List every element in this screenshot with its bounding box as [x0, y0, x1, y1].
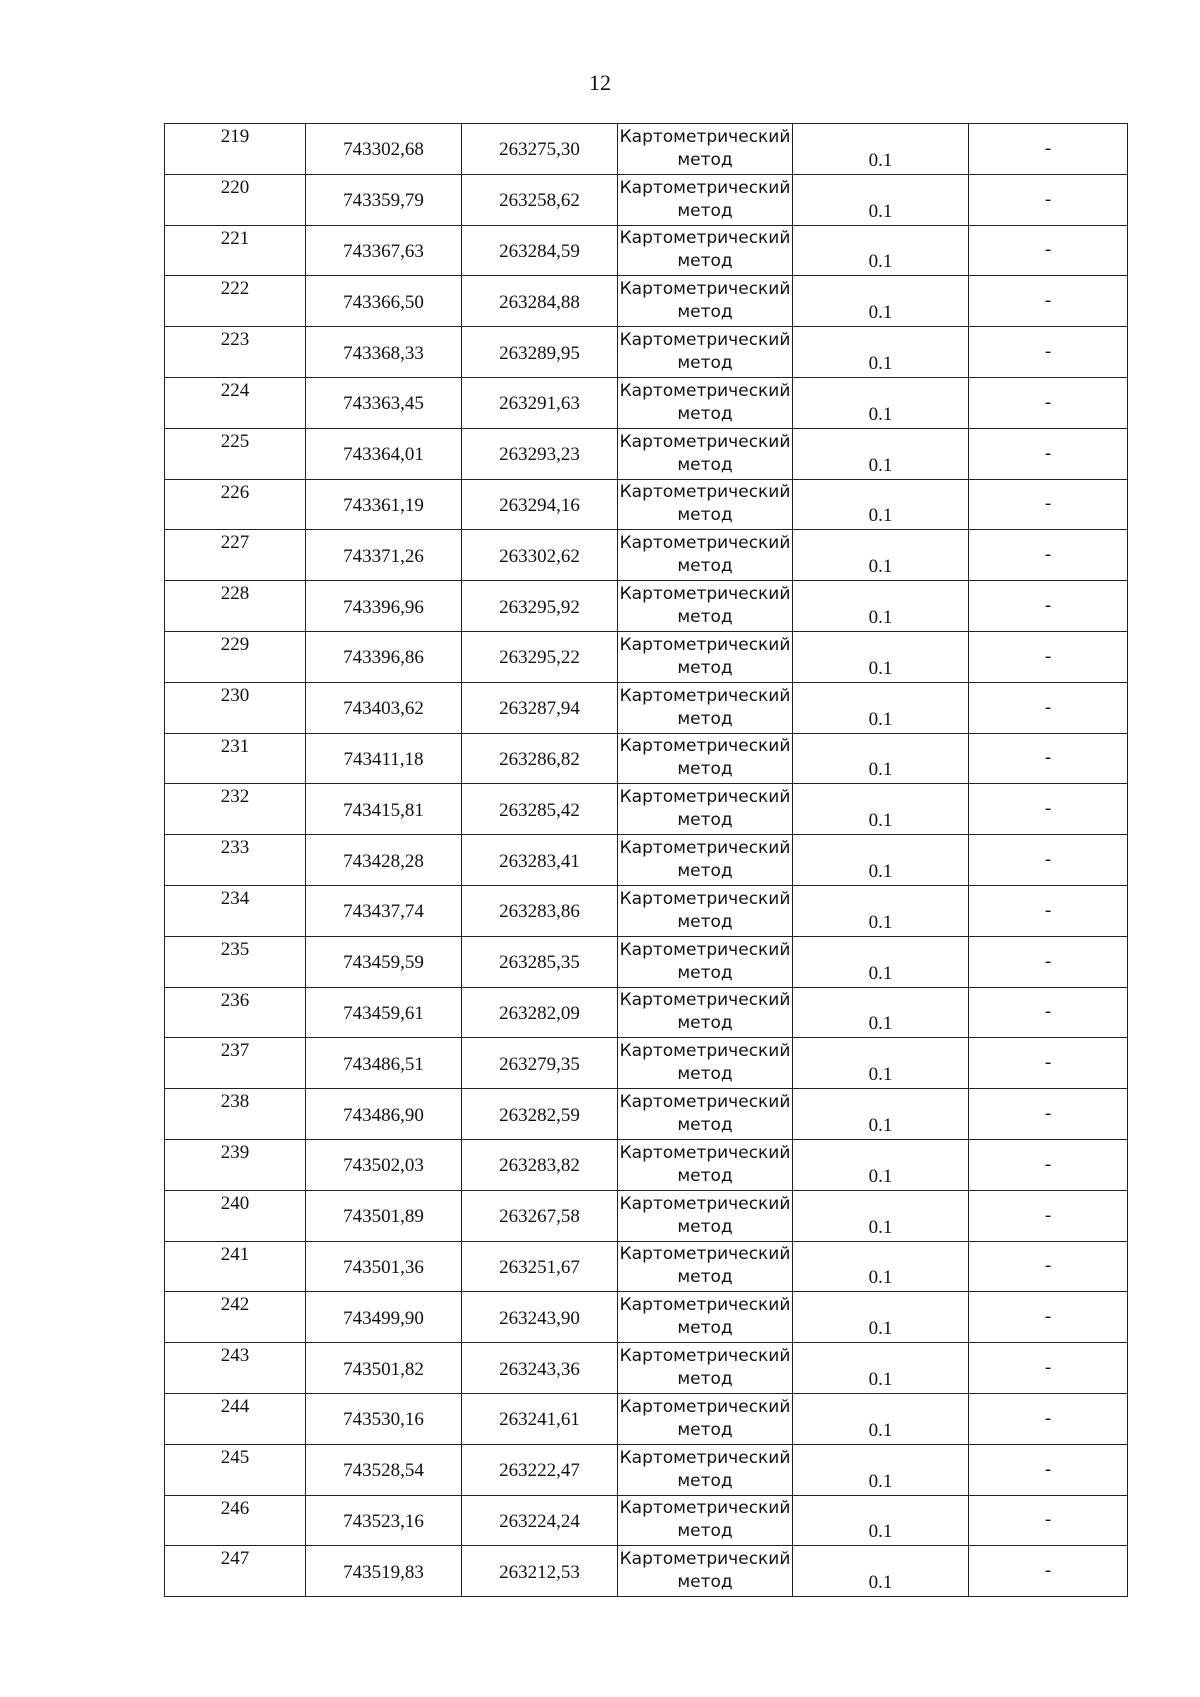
- method-line-1: Картометрический: [619, 939, 791, 960]
- y-coordinate-cell: 263212,53: [462, 1546, 618, 1597]
- note-cell: -: [969, 1546, 1128, 1597]
- accuracy-cell: 0.1: [793, 479, 969, 530]
- accuracy-cell: 0.1: [793, 124, 969, 175]
- x-coordinate-cell: 743302,68: [306, 124, 462, 175]
- table-row: [165, 1038, 1128, 1089]
- method-cell: [618, 1495, 793, 1546]
- method-cell: [618, 682, 793, 733]
- x-coordinate-cell: 743415,81: [306, 784, 462, 835]
- y-coordinate-cell: 263243,36: [462, 1343, 618, 1394]
- method-line-1: Картометрический: [619, 380, 791, 401]
- y-coordinate-cell: 263285,42: [462, 784, 618, 835]
- point-number-cell: 247: [165, 1546, 306, 1597]
- table-row: [165, 276, 1128, 327]
- method-cell: [618, 885, 793, 936]
- accuracy-cell: 0.1: [793, 530, 969, 581]
- page-number: 12: [589, 70, 611, 95]
- accuracy-cell: 0.1: [793, 733, 969, 784]
- y-coordinate-cell: 263302,62: [462, 530, 618, 581]
- method-line-1: Картометрический: [619, 1549, 791, 1570]
- method-line-1: Картометрический: [619, 228, 791, 249]
- y-coordinate-cell: 263285,35: [462, 936, 618, 987]
- note-cell: -: [969, 835, 1128, 886]
- y-coordinate-cell: 263243,90: [462, 1292, 618, 1343]
- accuracy-cell: 0.1: [793, 1444, 969, 1495]
- note-cell: -: [969, 124, 1128, 175]
- method-cell: [618, 276, 793, 327]
- table-row: [165, 885, 1128, 936]
- table-row: [165, 1190, 1128, 1241]
- accuracy-cell: 0.1: [793, 1190, 969, 1241]
- x-coordinate-cell: 743501,89: [306, 1190, 462, 1241]
- y-coordinate-cell: 263224,24: [462, 1495, 618, 1546]
- method-line-2: метод: [677, 505, 733, 526]
- x-coordinate-cell: 743396,96: [306, 581, 462, 632]
- x-coordinate-cell: 743367,63: [306, 225, 462, 276]
- note-cell: -: [969, 1292, 1128, 1343]
- method-cell: [618, 1038, 793, 1089]
- note-cell: -: [969, 1393, 1128, 1444]
- note-cell: -: [969, 885, 1128, 936]
- method-line-2: метод: [677, 1369, 733, 1390]
- point-number-cell: 227: [165, 530, 306, 581]
- method-line-2: метод: [677, 200, 733, 221]
- point-number-cell: 232: [165, 784, 306, 835]
- note-cell: -: [969, 1139, 1128, 1190]
- x-coordinate-cell: 743371,26: [306, 530, 462, 581]
- y-coordinate-cell: 263284,88: [462, 276, 618, 327]
- table-row: [165, 1495, 1128, 1546]
- note-cell: -: [969, 377, 1128, 428]
- point-number-cell: 237: [165, 1038, 306, 1089]
- point-number-cell: 219: [165, 124, 306, 175]
- table-row: [165, 1343, 1128, 1394]
- table-row: [165, 377, 1128, 428]
- method-cell: [618, 1089, 793, 1140]
- point-number-cell: 239: [165, 1139, 306, 1190]
- method-line-1: Картометрический: [619, 1142, 791, 1163]
- method-line-1: Картометрический: [619, 584, 791, 605]
- method-line-1: Картометрический: [619, 330, 791, 351]
- method-line-2: метод: [677, 1165, 733, 1186]
- point-number-cell: 235: [165, 936, 306, 987]
- method-cell: [618, 733, 793, 784]
- method-line-1: Картометрический: [619, 1041, 791, 1062]
- note-cell: -: [969, 479, 1128, 530]
- point-number-cell: 244: [165, 1393, 306, 1444]
- table-row: [165, 1089, 1128, 1140]
- method-cell: [618, 377, 793, 428]
- method-line-2: метод: [677, 454, 733, 475]
- method-cell: [618, 124, 793, 175]
- accuracy-cell: 0.1: [793, 581, 969, 632]
- note-cell: -: [969, 428, 1128, 479]
- method-line-1: Картометрический: [619, 1396, 791, 1417]
- method-line-2: метод: [677, 657, 733, 678]
- x-coordinate-cell: 743361,19: [306, 479, 462, 530]
- method-cell: [618, 1393, 793, 1444]
- table-row: [165, 936, 1128, 987]
- method-cell: [618, 1343, 793, 1394]
- method-cell: [618, 1546, 793, 1597]
- method-cell: [618, 225, 793, 276]
- note-cell: -: [969, 1038, 1128, 1089]
- method-line-1: Картометрический: [619, 1295, 791, 1316]
- method-line-1: Картометрический: [619, 1447, 791, 1468]
- x-coordinate-cell: 743486,90: [306, 1089, 462, 1140]
- method-line-1: Картометрический: [619, 279, 791, 300]
- table-row: [165, 987, 1128, 1038]
- method-cell: [618, 327, 793, 378]
- x-coordinate-cell: 743428,28: [306, 835, 462, 886]
- table-row: [165, 631, 1128, 682]
- x-coordinate-cell: 743523,16: [306, 1495, 462, 1546]
- method-cell: [618, 1190, 793, 1241]
- method-cell: [618, 631, 793, 682]
- x-coordinate-cell: 743364,01: [306, 428, 462, 479]
- table-row: [165, 479, 1128, 530]
- point-number-cell: 236: [165, 987, 306, 1038]
- y-coordinate-cell: 263241,61: [462, 1393, 618, 1444]
- method-line-1: Картометрический: [619, 685, 791, 706]
- table-row: [165, 174, 1128, 225]
- x-coordinate-cell: 743403,62: [306, 682, 462, 733]
- y-coordinate-cell: 263286,82: [462, 733, 618, 784]
- x-coordinate-cell: 743359,79: [306, 174, 462, 225]
- y-coordinate-cell: 263289,95: [462, 327, 618, 378]
- coordinates-table-body: [165, 124, 1128, 1597]
- point-number-cell: 242: [165, 1292, 306, 1343]
- point-number-cell: 222: [165, 276, 306, 327]
- method-line-2: метод: [677, 861, 733, 882]
- method-cell: [618, 987, 793, 1038]
- y-coordinate-cell: 263284,59: [462, 225, 618, 276]
- point-number-cell: 225: [165, 428, 306, 479]
- note-cell: -: [969, 174, 1128, 225]
- method-line-1: Картометрический: [619, 431, 791, 452]
- table-row: [165, 124, 1128, 175]
- x-coordinate-cell: 743528,54: [306, 1444, 462, 1495]
- method-line-2: метод: [677, 1572, 733, 1593]
- note-cell: -: [969, 784, 1128, 835]
- table-row: [165, 784, 1128, 835]
- y-coordinate-cell: 263282,59: [462, 1089, 618, 1140]
- x-coordinate-cell: 743519,83: [306, 1546, 462, 1597]
- y-coordinate-cell: 263258,62: [462, 174, 618, 225]
- point-number-cell: 231: [165, 733, 306, 784]
- y-coordinate-cell: 263287,94: [462, 682, 618, 733]
- point-number-cell: 240: [165, 1190, 306, 1241]
- accuracy-cell: 0.1: [793, 225, 969, 276]
- method-line-2: метод: [677, 353, 733, 374]
- y-coordinate-cell: 263251,67: [462, 1241, 618, 1292]
- point-number-cell: 233: [165, 835, 306, 886]
- x-coordinate-cell: 743366,50: [306, 276, 462, 327]
- point-number-cell: 220: [165, 174, 306, 225]
- point-number-cell: 223: [165, 327, 306, 378]
- point-number-cell: 228: [165, 581, 306, 632]
- method-cell: [618, 1292, 793, 1343]
- x-coordinate-cell: 743368,33: [306, 327, 462, 378]
- x-coordinate-cell: 743499,90: [306, 1292, 462, 1343]
- method-cell: [618, 479, 793, 530]
- accuracy-cell: 0.1: [793, 936, 969, 987]
- accuracy-cell: 0.1: [793, 631, 969, 682]
- point-number-cell: 226: [165, 479, 306, 530]
- method-cell: [618, 174, 793, 225]
- point-number-cell: 230: [165, 682, 306, 733]
- method-line-1: Картометрический: [619, 177, 791, 198]
- note-cell: -: [969, 530, 1128, 581]
- method-cell: [618, 1139, 793, 1190]
- accuracy-cell: 0.1: [793, 885, 969, 936]
- coordinates-table: [164, 123, 1128, 1597]
- y-coordinate-cell: 263283,86: [462, 885, 618, 936]
- note-cell: -: [969, 1190, 1128, 1241]
- note-cell: -: [969, 581, 1128, 632]
- point-number-cell: 243: [165, 1343, 306, 1394]
- method-line-2: метод: [677, 1419, 733, 1440]
- method-line-1: Картометрический: [619, 990, 791, 1011]
- method-line-1: Картометрический: [619, 1092, 791, 1113]
- point-number-cell: 224: [165, 377, 306, 428]
- method-line-2: метод: [677, 607, 733, 628]
- accuracy-cell: 0.1: [793, 327, 969, 378]
- method-line-2: метод: [677, 708, 733, 729]
- x-coordinate-cell: 743459,61: [306, 987, 462, 1038]
- method-line-1: Картометрический: [619, 736, 791, 757]
- note-cell: -: [969, 1343, 1128, 1394]
- method-cell: [618, 784, 793, 835]
- method-cell: [618, 1241, 793, 1292]
- note-cell: -: [969, 1444, 1128, 1495]
- x-coordinate-cell: 743411,18: [306, 733, 462, 784]
- accuracy-cell: 0.1: [793, 1546, 969, 1597]
- table-row: [165, 1241, 1128, 1292]
- method-cell: [618, 1444, 793, 1495]
- x-coordinate-cell: 743363,45: [306, 377, 462, 428]
- note-cell: -: [969, 682, 1128, 733]
- accuracy-cell: 0.1: [793, 784, 969, 835]
- point-number-cell: 241: [165, 1241, 306, 1292]
- note-cell: -: [969, 1089, 1128, 1140]
- accuracy-cell: 0.1: [793, 174, 969, 225]
- accuracy-cell: 0.1: [793, 1393, 969, 1444]
- method-cell: [618, 835, 793, 886]
- point-number-cell: 246: [165, 1495, 306, 1546]
- table-row: [165, 581, 1128, 632]
- note-cell: -: [969, 1241, 1128, 1292]
- method-line-1: Картометрический: [619, 1193, 791, 1214]
- method-line-2: метод: [677, 810, 733, 831]
- table-row: [165, 225, 1128, 276]
- x-coordinate-cell: 743459,59: [306, 936, 462, 987]
- method-line-2: метод: [677, 1013, 733, 1034]
- table-row: [165, 1444, 1128, 1495]
- table-row: [165, 733, 1128, 784]
- method-line-2: метод: [677, 556, 733, 577]
- method-line-1: Картометрический: [619, 787, 791, 808]
- note-cell: -: [969, 936, 1128, 987]
- accuracy-cell: 0.1: [793, 377, 969, 428]
- x-coordinate-cell: 743501,36: [306, 1241, 462, 1292]
- method-line-2: метод: [677, 962, 733, 983]
- accuracy-cell: 0.1: [793, 1038, 969, 1089]
- y-coordinate-cell: 263267,58: [462, 1190, 618, 1241]
- accuracy-cell: 0.1: [793, 682, 969, 733]
- x-coordinate-cell: 743530,16: [306, 1393, 462, 1444]
- point-number-cell: 245: [165, 1444, 306, 1495]
- method-line-2: метод: [677, 1318, 733, 1339]
- method-line-1: Картометрический: [619, 888, 791, 909]
- table-row: [165, 682, 1128, 733]
- table-row: [165, 1139, 1128, 1190]
- point-number-cell: 229: [165, 631, 306, 682]
- accuracy-cell: 0.1: [793, 835, 969, 886]
- point-number-cell: 238: [165, 1089, 306, 1140]
- x-coordinate-cell: 743437,74: [306, 885, 462, 936]
- table-row: [165, 327, 1128, 378]
- method-line-2: метод: [677, 759, 733, 780]
- accuracy-cell: 0.1: [793, 428, 969, 479]
- accuracy-cell: 0.1: [793, 1089, 969, 1140]
- note-cell: -: [969, 631, 1128, 682]
- x-coordinate-cell: 743502,03: [306, 1139, 462, 1190]
- accuracy-cell: 0.1: [793, 987, 969, 1038]
- method-line-2: метод: [677, 1521, 733, 1542]
- accuracy-cell: 0.1: [793, 1343, 969, 1394]
- y-coordinate-cell: 263283,41: [462, 835, 618, 886]
- method-line-1: Картометрический: [619, 533, 791, 554]
- accuracy-cell: 0.1: [793, 1241, 969, 1292]
- method-line-1: Картометрический: [619, 1346, 791, 1367]
- y-coordinate-cell: 263282,09: [462, 987, 618, 1038]
- table-row: [165, 428, 1128, 479]
- note-cell: -: [969, 987, 1128, 1038]
- accuracy-cell: 0.1: [793, 1495, 969, 1546]
- note-cell: -: [969, 733, 1128, 784]
- x-coordinate-cell: 743396,86: [306, 631, 462, 682]
- table-row: [165, 530, 1128, 581]
- accuracy-cell: 0.1: [793, 276, 969, 327]
- accuracy-cell: 0.1: [793, 1139, 969, 1190]
- method-line-2: метод: [677, 149, 733, 170]
- method-line-1: Картометрический: [619, 1244, 791, 1265]
- method-line-2: метод: [677, 1470, 733, 1491]
- note-cell: -: [969, 225, 1128, 276]
- y-coordinate-cell: 263294,16: [462, 479, 618, 530]
- accuracy-cell: 0.1: [793, 1292, 969, 1343]
- x-coordinate-cell: 743501,82: [306, 1343, 462, 1394]
- method-line-2: метод: [677, 251, 733, 272]
- method-line-2: метод: [677, 1216, 733, 1237]
- method-line-2: метод: [677, 911, 733, 932]
- y-coordinate-cell: 263275,30: [462, 124, 618, 175]
- y-coordinate-cell: 263291,63: [462, 377, 618, 428]
- method-line-1: Картометрический: [619, 126, 791, 147]
- method-line-1: Картометрический: [619, 838, 791, 859]
- point-number-cell: 221: [165, 225, 306, 276]
- y-coordinate-cell: 263293,23: [462, 428, 618, 479]
- table-row: [165, 835, 1128, 886]
- method-line-2: метод: [677, 1115, 733, 1136]
- note-cell: -: [969, 1495, 1128, 1546]
- table-row: [165, 1546, 1128, 1597]
- method-line-1: Картометрический: [619, 634, 791, 655]
- table-row: [165, 1292, 1128, 1343]
- y-coordinate-cell: 263295,92: [462, 581, 618, 632]
- method-line-2: метод: [677, 1064, 733, 1085]
- y-coordinate-cell: 263222,47: [462, 1444, 618, 1495]
- method-line-2: метод: [677, 1267, 733, 1288]
- method-line-2: метод: [677, 302, 733, 323]
- y-coordinate-cell: 263279,35: [462, 1038, 618, 1089]
- method-cell: [618, 428, 793, 479]
- x-coordinate-cell: 743486,51: [306, 1038, 462, 1089]
- method-cell: [618, 530, 793, 581]
- note-cell: -: [969, 327, 1128, 378]
- point-number-cell: 234: [165, 885, 306, 936]
- method-line-2: метод: [677, 403, 733, 424]
- y-coordinate-cell: 263283,82: [462, 1139, 618, 1190]
- note-cell: -: [969, 276, 1128, 327]
- method-cell: [618, 581, 793, 632]
- table-row: [165, 1393, 1128, 1444]
- method-cell: [618, 936, 793, 987]
- method-line-1: Картометрический: [619, 1498, 791, 1519]
- y-coordinate-cell: 263295,22: [462, 631, 618, 682]
- method-line-1: Картометрический: [619, 482, 791, 503]
